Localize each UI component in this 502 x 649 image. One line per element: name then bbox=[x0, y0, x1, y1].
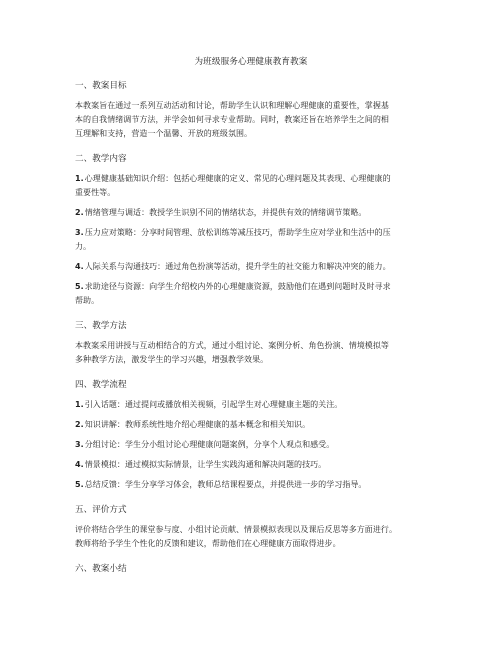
paragraph-line: 本教案采用讲授与互动相结合的方式，通过小组讨论、案例分析、角色扮演、情境模拟等 bbox=[75, 341, 389, 350]
item-number: 2. bbox=[75, 208, 84, 217]
list-item bbox=[75, 419, 310, 431]
section-heading: 二、教学内容 bbox=[75, 154, 127, 164]
item-text: 情绪管理与调适：教授学生识别不同的情绪状态，并提供有效的情绪调节策略。 bbox=[84, 208, 367, 217]
item-number: 5. bbox=[75, 282, 84, 291]
list-item bbox=[75, 173, 391, 185]
item-number: 1. bbox=[75, 174, 84, 183]
item-number: 1. bbox=[75, 400, 84, 409]
section-heading: 五、评价方式 bbox=[75, 505, 127, 515]
paragraph-line: 本教案旨在通过一系列互动活动和讨论，帮助学生认识和理解心理健康的重要性，掌握基 bbox=[75, 101, 389, 110]
list-item bbox=[75, 207, 366, 219]
section-heading: 四、教学流程 bbox=[75, 380, 127, 390]
list-item bbox=[75, 459, 326, 471]
list-item bbox=[75, 227, 391, 239]
item-text: 心理健康基础知识介绍：包括心理健康的定义、常见的心理问题及其表现、心理健康的 bbox=[84, 174, 391, 183]
paragraph-line: 教师将给予学生个性化的反馈和建议，帮助他们在心理健康方面取得进步。 bbox=[75, 539, 341, 548]
item-text: 情景模拟：通过模拟实际情景，让学生实践沟通和解决问题的技巧。 bbox=[84, 460, 327, 469]
section-heading: 六、教案小结 bbox=[75, 564, 127, 574]
item-text: 总结反馈：学生分享学习体会，教师总结课程要点，并提供进一步的学习指导。 bbox=[84, 480, 367, 489]
item-number: 2. bbox=[75, 420, 84, 429]
item-number: 4. bbox=[75, 262, 84, 271]
paragraph-line: 互理解和支持，营造一个温馨、开放的班级氛围。 bbox=[75, 129, 253, 138]
item-number: 4. bbox=[75, 460, 84, 469]
item-text: 引入话题：通过提问或播放相关视频，引起学生对心理健康主题的关注。 bbox=[84, 400, 343, 409]
list-item bbox=[75, 479, 366, 491]
item-continuation: 力。 bbox=[75, 242, 92, 251]
item-text: 知识讲解：教师系统性地介绍心理健康的基本概念和相关知识。 bbox=[84, 420, 311, 429]
paragraph-line: 评价将结合学生的课堂参与度、小组讨论贡献、情景模拟表现以及课后反思等多方面进行。 bbox=[75, 525, 397, 534]
item-number: 5. bbox=[75, 480, 84, 489]
document-title: 为班级服务心理健康教育教案 bbox=[194, 57, 308, 67]
list-item bbox=[75, 281, 391, 293]
list-item bbox=[75, 261, 391, 273]
item-continuation: 重要性等。 bbox=[75, 188, 116, 197]
item-number: 3. bbox=[75, 440, 84, 449]
item-continuation: 帮助。 bbox=[75, 296, 100, 305]
list-item bbox=[75, 399, 342, 411]
item-number: 3. bbox=[75, 228, 84, 237]
list-item bbox=[75, 439, 334, 451]
item-text: 求助途径与资源：向学生介绍校内外的心理健康资源，鼓励他们在遇到问题时及时寻求 bbox=[84, 282, 391, 291]
paragraph-line: 本的自我情绪调节方法，并学会如何寻求专业帮助。同时，教案还旨在培养学生之间的相 bbox=[75, 115, 389, 124]
item-text: 人际关系与沟通技巧：通过角色扮演等活动，提升学生的社交能力和解决冲突的能力。 bbox=[84, 262, 391, 271]
section-heading: 一、教案目标 bbox=[75, 81, 127, 91]
item-text: 压力应对策略：分享时间管理、放松训练等减压技巧，帮助学生应对学业和生活中的压 bbox=[84, 228, 391, 237]
item-text: 分组讨论：学生分小组讨论心理健康问题案例，分享个人观点和感受。 bbox=[84, 440, 335, 449]
paragraph-line: 多种教学方法，激发学生的学习兴趣，增强教学效果。 bbox=[75, 355, 269, 364]
section-heading: 三、教学方法 bbox=[75, 321, 127, 331]
